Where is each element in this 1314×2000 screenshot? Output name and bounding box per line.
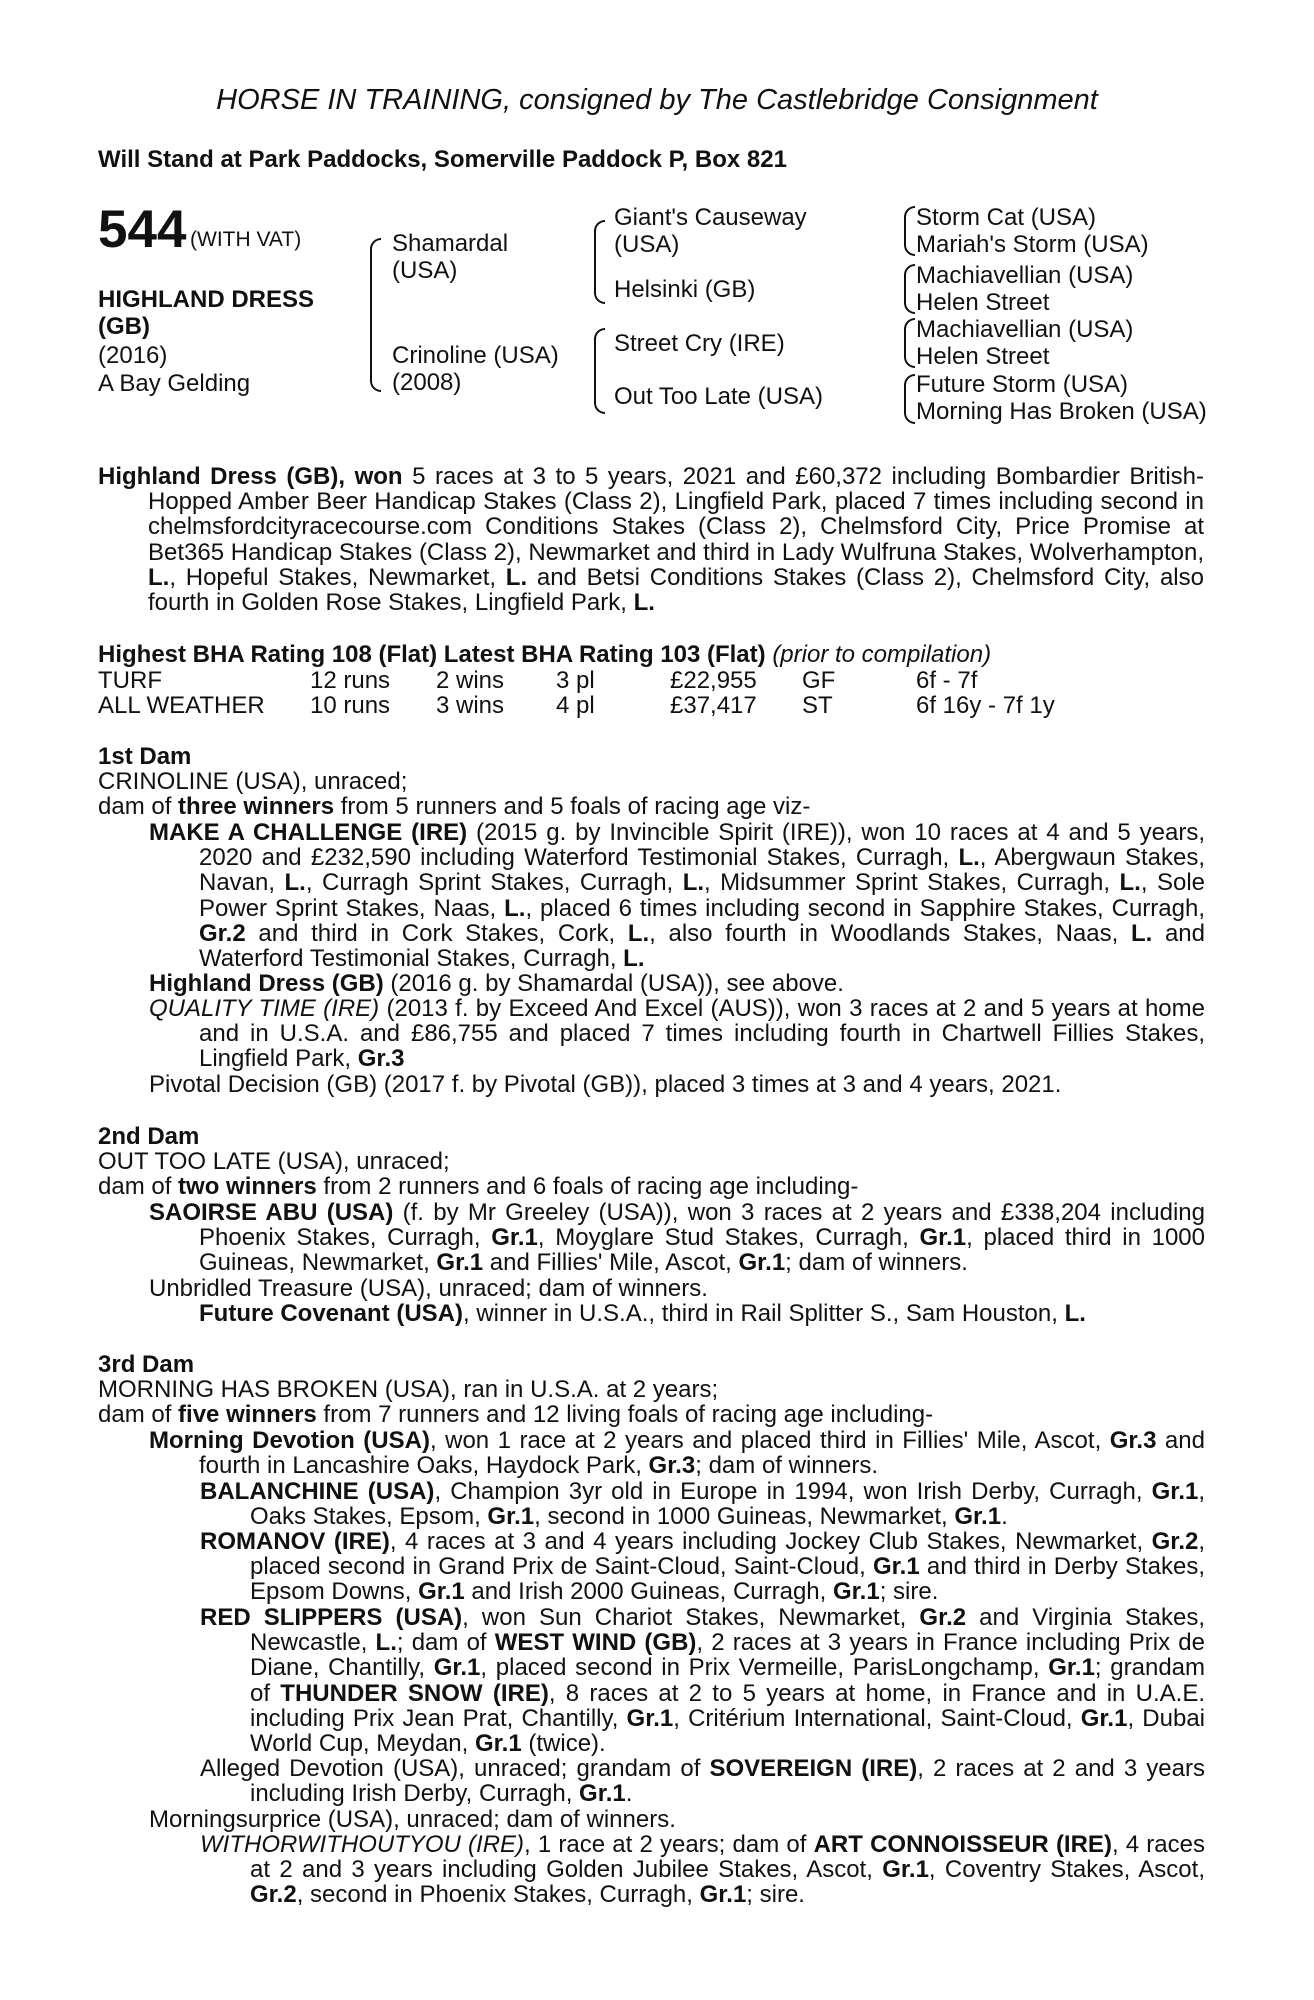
bracket-4d: [904, 374, 915, 424]
progeny-morning-devotion: Morning Devotion (USA), won 1 race at 2 years and placed third in Fillies' Mile, Ascot, Gr.3 and fourth in Lancashire Oaks, Haydock Park, Gr.3; dam of winners.: [149, 1427, 1205, 1480]
pedigree-sds: Machiavellian (USA): [916, 262, 1134, 289]
first-dam-section: 1st Dam CRINOLINE (USA), unraced; dam of three winners from 5 runners and 5 foals of racing age viz-: [98, 743, 811, 821]
pedigree-sire: Shamardal (USA): [392, 230, 509, 284]
pedigree-sire-dam: Helsinki (GB): [614, 276, 756, 303]
progeny-highland-dress: Highland Dress (GB) (2016 g. by Shamardal (USA)), see above.: [149, 970, 844, 997]
progeny-morningsurprice: Morningsurprice (USA), unraced; dam of winners.: [149, 1806, 676, 1833]
page-title: HORSE IN TRAINING, consigned by The Castlebridge Consignment: [216, 84, 1098, 116]
bracket-4b: [904, 264, 915, 314]
pedigree-sire-sire: Giant's Causeway (USA): [614, 204, 807, 258]
progeny-romanov: ROMANOV (IRE), 4 races at 3 and 4 years including Jockey Club Stakes, Newmarket, Gr.2, placed second in Grand Prix de Saint-Cloud, Saint-Cloud, Gr.1 and third in Derby Stakes, Epsom Downs, Gr.1 and Irish 2000 Guineas, Curragh, Gr.1; sire.: [200, 1528, 1206, 1606]
pedigree-ddd: Morning Has Broken (USA): [916, 398, 1207, 425]
progeny-quality-time: QUALITY TIME (IRE) (2013 f. by Exceed And Excel (AUS)), won 3 races at 2 and 5 years at home and in U.S.A. and £86,755 and placed 7 times including fourth in Chartwell Fillies Stakes, Lingfield Park, Gr.3: [149, 995, 1205, 1073]
horse-description: A Bay Gelding: [98, 370, 251, 397]
progeny-make-a-challenge: MAKE A CHALLENGE (IRE) (2015 g. by Invincible Spirit (IRE)), won 10 races at 4 and 5 years, 2020 and £232,590 including Waterford Testimonial Stakes, Curragh, L., Abergwaun Stakes, Navan, L., Curragh Sprint Stakes, Curragh, L., Midsummer Sprint Stakes, Curragh, L., Sole Power Sprint Stakes, Naas, L., placed 6 times including second in Sapphire Stakes, Curragh, Gr.2 and third in Cork Stakes, Cork, L., also fourth in Woodlands Stakes, Naas, L. and Waterford Testimonial Stakes, Curragh, L.: [149, 819, 1206, 973]
pedigree-ssd: Mariah's Storm (USA): [916, 231, 1149, 258]
sire-dam-bracket: [370, 238, 381, 392]
pedigree-dam: Crinoline (USA) (2008): [392, 342, 559, 396]
progeny-red-slippers: RED SLIPPERS (USA), won Sun Chariot Stakes, Newmarket, Gr.2 and Virginia Stakes, Newcastle, L.; dam of WEST WIND (GB), 2 races at 3 years in France including Prix de Diane, Chantilly, Gr.1, placed second in Prix Vermeille, ParisLongchamp, Gr.1; grandam of THUNDER SNOW (IRE), 8 races at 2 to 5 years at home, in France and in U.A.E. including Prix Jean Prat, Chantilly, Gr.1, Critérium International, Saint-Cloud, Gr.1, Dubai World Cup, Meydan, Gr.1 (twice).: [200, 1604, 1206, 1758]
bracket-4a: [904, 206, 915, 256]
progeny-withorwithoutyou: WITHORWITHOUTYOU (IRE), 1 race at 2 years; dam of ART CONNOISSEUR (IRE), 4 races at 2 and 3 years including Golden Jubilee Stakes, Ascot, Gr.1, Coventry Stakes, Ascot, Gr.2, second in Phoenix Stakes, Curragh, Gr.1; sire.: [200, 1831, 1205, 1909]
vat-note: (WITH VAT): [190, 228, 302, 251]
pedigree-dss: Machiavellian (USA): [916, 316, 1134, 343]
pedigree-sdd: Helen Street: [916, 289, 1050, 316]
progeny-pivotal-decision: Pivotal Decision (GB) (2017 f. by Pivotal (GB)), placed 3 times at 3 and 4 years, 2021.: [149, 1071, 1062, 1098]
progeny-unbridled-treasure: Unbridled Treasure (USA), unraced; dam of winners.: [149, 1275, 708, 1302]
pedigree-dds: Future Storm (USA): [916, 371, 1129, 398]
bracket-4c: [904, 318, 915, 368]
bha-ratings: Highest BHA Rating 108 (Flat) Latest BHA Rating 103 (Flat) (prior to compilation): [98, 641, 992, 668]
dam-line-bracket: [594, 328, 605, 414]
horse-name: HIGHLAND DRESS (GB): [98, 286, 315, 340]
pedigree-dam-sire: Street Cry (IRE): [614, 330, 785, 357]
progeny-balanchine: BALANCHINE (USA), Champion 3yr old in Europe in 1994, won Irish Derby, Curragh, Gr.1, Oaks Stakes, Epsom, Gr.1, second in 1000 Guineas, Newmarket, Gr.1.: [200, 1478, 1206, 1531]
foaling-year: (2016): [98, 342, 168, 369]
lot-number: 544: [98, 200, 187, 259]
progeny-future-covenant: Future Covenant (USA), winner in U.S.A., third in Rail Splitter S., Sam Houston, L.: [199, 1300, 1086, 1327]
stand-location: Will Stand at Park Paddocks, Somerville Paddock P, Box 821: [98, 146, 787, 173]
race-record-summary: Highland Dress (GB), won 5 races at 3 to 5 years, 2021 and £60,372 including Bombardier British-Hopped Amber Beer Handicap Stakes (Class 2), Lingfield Park, placed 7 times including second in chelmsfordcityracecourse.com Conditions Stakes (Class 2), Chelmsford City, Price Promise at Bet365 Handicap Stakes (Class 2), Newmarket and third in Lady Wulfruna Stakes, Wolverhampton, L., Hopeful Stakes, Newmarket, L. and Betsi Conditions Stakes (Class 2), Chelmsford City, also fourth in Golden Rose Stakes, Lingfield Park, L.: [98, 463, 1205, 617]
catalogue-page: HORSE IN TRAINING, consigned by The Castlebridge Consignment Will Stand at Park Paddocks, Somerville Paddock P, Box 821 544 (WITH VAT) HIGHLAND DRESS (GB) (2016) A Bay Gelding Shamardal (USA) Crinoline (USA) (2008) Giant's Causeway (USA) Helsinki (GB) Street Cry (IRE) Out Too Late (USA) Storm Cat (USA) Mariah's Storm (USA) Machiavellian (USA) Helen Street Machiavellian (USA) Helen Street Future Storm (USA) Morning Has Broken (USA) Highland Dress (GB), won 5 races at 3 to 5 years, 2021 and £60,372 including Bombardier British-Hopped Amber Beer Handicap Stakes (Class 2), Lingfield Park, placed 7 times including second in chelmsfordcityracecourse.com Conditions Stakes (Class 2), Chelmsford City, Price Promise at Bet365 Handicap Stakes (Class 2), Newmarket and third in Lady Wulfruna Stakes, Wolverhampton, L., Hopeful Stakes, Newmarket, L. and Betsi Conditions Stakes (Class 2), Chelmsford City, also fourth in Golden Rose Stakes, Lingfield Park, L. Highest BHA Rating 108 (Flat) Latest BHA Rating 103 (Flat) (prior to compilation) TURF 12 runs 2 wins 3 pl £22,955 GF 6f - 7f ALL WEATHER 10 runs 3 wins 4 pl £37,417 ST 6f 16y - 7f 1y 1st Dam CRINOLINE (USA), unraced; dam of three winners from 5 runners and 5 foals of racing age viz- MAKE A CHALLENGE (IRE) (2015 g. by Invincible Spirit (IRE)), won 10 races at 4 and 5 years, 2020 and £232,590 including Waterford Testimonial Stakes, Curragh, L., Abergwaun Stakes, Navan, L., Curragh Sprint Stakes, Curragh, L., Midsummer Sprint Stakes, Curragh, L., Sole Power Sprint Stakes, Naas, L., placed 6 times including second in Sapphire Stakes, Curragh, Gr.2 and third in Cork Stakes, Cork, L., also fourth in Woodlands Stakes, Naas, L. and Waterford Testimonial Stakes, Curragh, L. Highland Dress (GB) (2016 g. by Shamardal (USA)), see above. QUALITY TIME (IRE) (2013 f. by Exceed And Excel (AUS)), won 3 races at 2 and 5 years at home and in U.S.A. and £86,755 and placed 7 times including fourth in Chartwell Fillies Stakes, Lingfield Park, Gr.3 Pivotal Decision (GB) (2017 f. by Pivotal (GB)), placed 3 times at 3 and 4 years, 2021. 2nd Dam OUT TOO LATE (USA), unraced; dam of two winners from 2 runners and 6 foals of racing age including- SAOIRSE ABU (USA) (f. by Mr Greeley (USA)), won 3 races at 2 years and £338,204 including Phoenix Stakes, Curragh, Gr.1, Moyglare Stud Stakes, Curragh, Gr.1, placed third in 1000 Guineas, Newmarket, Gr.1 and Fillies' Mile, Ascot, Gr.1; dam of winners. Unbridled Treasure (USA), unraced; dam of winners. Future Covenant (USA), winner in U.S.A., third in Rail Splitter S., Sam Houston, L. 3rd Dam MORNING HAS BROKEN (USA), ran in U.S.A. at 2 years; dam of five winners from 7 runners and 12 living foals of racing age including- Morning Devotion (USA), won 1 race at 2 years and placed third in Fillies' Mile, Ascot, Gr.3 and fourth in Lancashire Oaks, Haydock Park, Gr.3; dam of winners. BALANCHINE (USA), Champion 3yr old in Europe in 1994, won Irish Derby, Curragh, Gr.1, Oaks Stakes, Epsom, Gr.1, second in 1000 Guineas, Newmarket, Gr.1. ROMANOV (IRE), 4 races at 3 and 4 years including Jockey Club Stakes, Newmarket, Gr.2, placed second in Grand Prix de Saint-Cloud, Saint-Cloud, Gr.1 and third in Derby Stakes, Epsom Downs, Gr.1 and Irish 2000 Guineas, Curragh, Gr.1; sire. RED SLIPPERS (USA), won Sun Chariot Stakes, Newmarket, Gr.2 and Virginia Stakes, Newcastle, L.; dam of WEST WIND (GB), 2 races at 3 years in France including Prix de Diane, Chantilly, Gr.1, placed second in Prix Vermeille, ParisLongchamp, Gr.1; grandam of THUNDER SNOW (IRE), 8 races at 2 to 5 years at home, in France and in U.A.E. including Prix Jean Prat, Chantilly, Gr.1, Critérium International, Saint-Cloud, Gr.1, Dubai World Cup, Meydan, Gr.1 (twice). Alleged Devotion (USA), unraced; grandam of SOVEREIGN (IRE), 2 races at 2 and 3 years including Irish Derby, Curragh, Gr.1. Morningsurprice (USA), unraced; dam of winners. WITHORWITHOUTYOU (IRE), 1 race at 2 years; dam of ART CONNOISSEUR (IRE), 4 races at 2 and 3 years including Golden Jubilee Stakes, Ascot, Gr.1, Coventry Stakes, Ascot, Gr.2, second in Phoenix Stakes, Curragh, Gr.1; sire.: [0, 0, 1314, 2000]
second-dam-section: 2nd Dam OUT TOO LATE (USA), unraced; dam of two winners from 2 runners and 6 foals of racing age including-: [98, 1123, 859, 1201]
progeny-alleged-devotion: Alleged Devotion (USA), unraced; grandam of SOVEREIGN (IRE), 2 races at 2 and 3 years including Irish Derby, Curragh, Gr.1.: [200, 1755, 1205, 1808]
sire-line-bracket: [594, 220, 605, 304]
pedigree-dsd: Helen Street: [916, 343, 1050, 370]
pedigree-sss: Storm Cat (USA): [916, 204, 1097, 231]
progeny-saoirse-abu: SAOIRSE ABU (USA) (f. by Mr Greeley (USA)), won 3 races at 2 years and £338,204 including Phoenix Stakes, Curragh, Gr.1, Moyglare Stud Stakes, Curragh, Gr.1, placed third in 1000 Guineas, Newmarket, Gr.1 and Fillies' Mile, Ascot, Gr.1; dam of winners.: [149, 1199, 1206, 1277]
pedigree-dam-dam: Out Too Late (USA): [614, 383, 823, 410]
third-dam-section: 3rd Dam MORNING HAS BROKEN (USA), ran in U.S.A. at 2 years; dam of five winners from 7 runners and 12 living foals of racing age including-: [98, 1351, 934, 1429]
